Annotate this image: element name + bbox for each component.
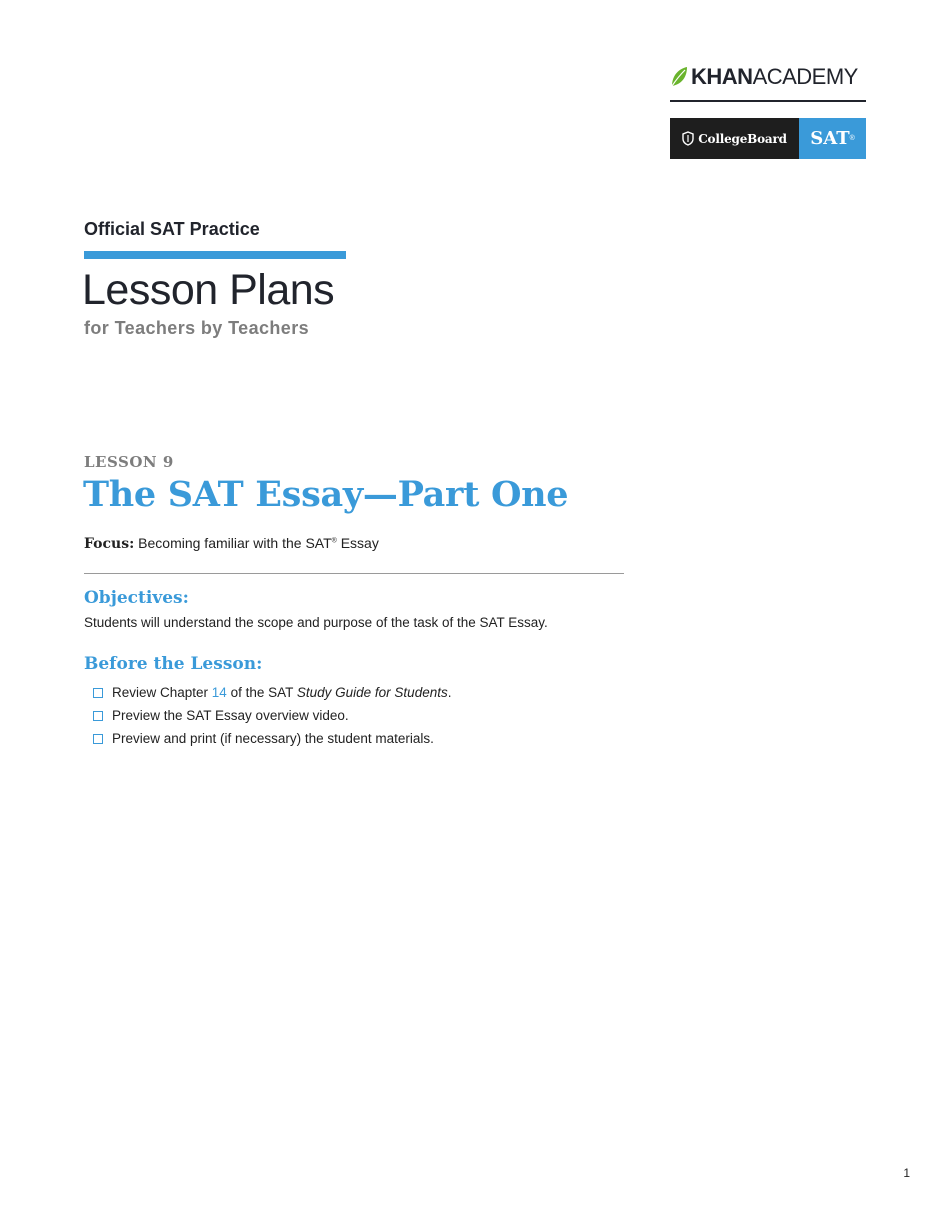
focus-text: Becoming familiar with the SAT bbox=[138, 535, 332, 551]
sat-logo bbox=[799, 118, 866, 159]
khan-academy-logo bbox=[670, 62, 866, 92]
collegeboard-logo bbox=[670, 118, 799, 159]
header-accent-bar bbox=[84, 251, 346, 259]
focus-tail: Essay bbox=[336, 535, 379, 551]
lesson-title: The SAT Essay—Part One bbox=[83, 474, 569, 515]
collegeboard-sat-badge bbox=[670, 118, 866, 159]
checklist-item-text: Preview and print (if necessary) the student materials. bbox=[112, 731, 434, 746]
checklist-item-text: Preview the SAT Essay overview video. bbox=[112, 708, 349, 723]
sat-wordmark: SAT bbox=[810, 128, 850, 149]
before-lesson-checklist bbox=[93, 681, 451, 750]
sat-registered-mark: ® bbox=[849, 135, 855, 142]
collegeboard-wordmark: CollegeBoard bbox=[698, 131, 787, 146]
kicker-text: Official SAT Practice bbox=[84, 219, 260, 239]
study-guide-title: Study Guide for Students bbox=[296, 685, 448, 700]
objectives-text: Students will understand the scope and purpose of the task of the SAT Essay. bbox=[84, 615, 548, 630]
logo-divider bbox=[670, 100, 866, 102]
chapter-link[interactable]: 14 bbox=[211, 685, 227, 700]
checklist-item bbox=[93, 727, 451, 750]
before-lesson-heading: Before the Lesson: bbox=[84, 654, 263, 674]
lesson-number: LESSON 9 bbox=[84, 453, 174, 471]
focus-line bbox=[84, 535, 379, 552]
acorn-shield-icon bbox=[682, 131, 694, 146]
focus-label: Focus: bbox=[84, 536, 135, 552]
checklist-item bbox=[93, 681, 451, 704]
checklist-item-text: Review Chapter 14 of the SAT Study Guide for Students. bbox=[112, 685, 452, 700]
checkbox-icon bbox=[93, 711, 103, 721]
page-number: 1 bbox=[903, 1166, 910, 1180]
checkbox-icon bbox=[93, 688, 103, 698]
checklist-item bbox=[93, 704, 451, 727]
leaf-icon bbox=[670, 66, 688, 88]
focus-registered-mark: ® bbox=[331, 537, 337, 545]
objectives-heading: Objectives: bbox=[84, 588, 189, 608]
page-subtitle: for Teachers by Teachers bbox=[84, 318, 310, 338]
page-title: Lesson Plans bbox=[82, 266, 335, 314]
khan-academy-wordmark: KHANACADEMY bbox=[691, 64, 858, 89]
section-divider bbox=[84, 573, 624, 574]
checkbox-icon bbox=[93, 734, 103, 744]
